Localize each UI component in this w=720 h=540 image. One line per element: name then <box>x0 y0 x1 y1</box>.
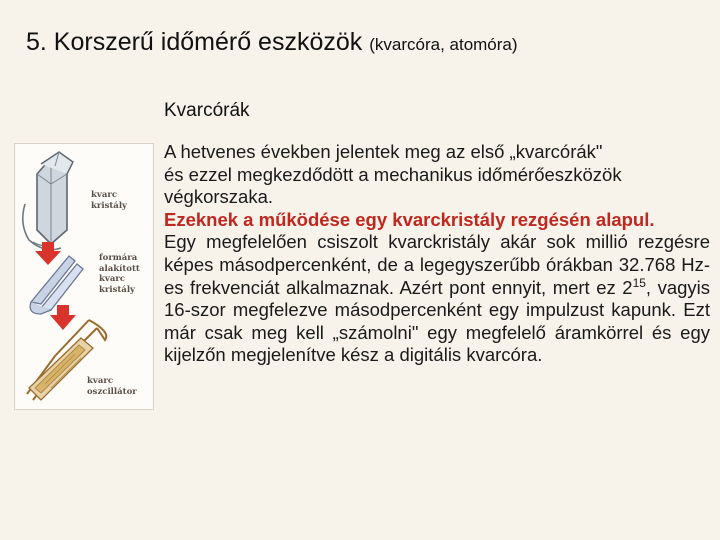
arrow-down-icon <box>35 242 61 265</box>
body-text <box>164 141 710 367</box>
slide-title <box>26 28 518 57</box>
exponent: 15 <box>632 275 646 290</box>
quartz-crystal-icon <box>23 152 73 250</box>
arrow-down-icon <box>50 305 76 330</box>
title-main: 5. Korszerű időmérő eszközök <box>26 28 363 56</box>
intro-line: végkorszaka. <box>164 186 273 208</box>
label-quartz-crystal: kvarc kristály <box>91 190 127 211</box>
title-sub: (kvarcóra, atomóra) <box>369 35 518 54</box>
label-shaped-crystal: formára alakított kvarc kristály <box>99 253 140 295</box>
quartz-figure <box>14 143 154 410</box>
highlight-sentence: Ezeknek a működése egy kvarckristály rezgésén alapul. <box>164 208 655 230</box>
main-paragraph: Egy megfelelően csiszolt kvarckristály akár sok millió rezgésre képes másodpercenként, de a legegyszerűbb órákban 32.768 Hz-es frekvenciát alkalmaznak. Azért pont ennyit, mert ez $2^{15}$, vagyis 16-szor megfelezve másodpercenként egy impulzust kapunk. Ezt már csak meg kell „számolni" egy megfelelő áramkörrel és egy kijelzőn megjelenítve kész a digitális kvarcóra. <box>164 231 711 366</box>
label-quartz-oscillator: kvarc oszcillátor <box>87 376 137 397</box>
intro-line: és ezzel megkezdődött a mechanikus időmérőeszközök <box>164 163 622 185</box>
section-heading: Kvarcórák <box>164 100 250 121</box>
intro-line: A hetvenes években jelentek meg az első „kvarcórák" <box>164 141 603 162</box>
tuning-fork-icon <box>30 256 83 314</box>
